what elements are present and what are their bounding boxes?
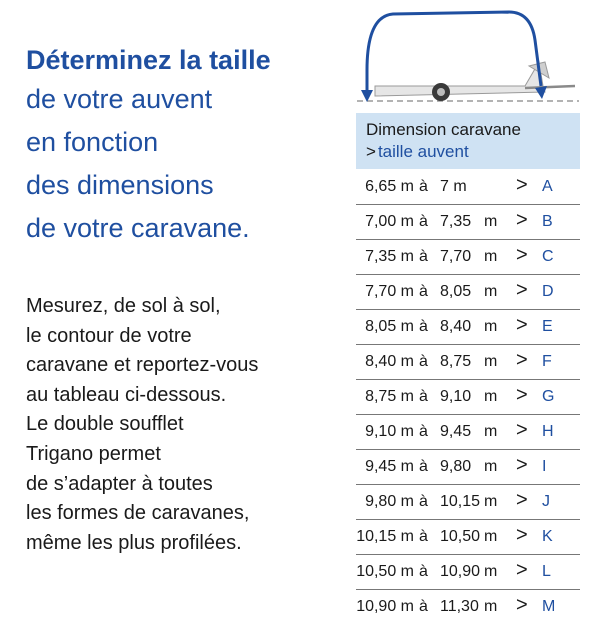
table-row <box>356 170 580 205</box>
row-size: M <box>542 598 556 615</box>
body-line-1: Mesurez, de sol à sol, <box>26 295 221 317</box>
row-to: 7,35 <box>440 213 472 230</box>
headline-line-4: de votre caravane. <box>26 213 250 243</box>
row-from: 10,15 m <box>356 528 414 545</box>
headline-title: Déterminez la taille <box>26 45 271 75</box>
row-arrow-icon: > <box>516 349 528 371</box>
table-row <box>356 240 580 275</box>
row-from: 7,00 m <box>365 213 414 230</box>
body-line-3: caravane et reportez-vous <box>26 354 259 377</box>
row-unit: m <box>484 423 498 440</box>
table-row <box>356 450 580 485</box>
body-line-6: Trigano permet <box>26 442 161 465</box>
headline-line-1: de votre auvent <box>26 84 213 114</box>
table-row <box>356 205 580 240</box>
row-size: I <box>542 458 547 475</box>
row-from: 9,45 m <box>365 458 414 475</box>
header-size-text: taille auvent <box>377 142 469 161</box>
row-size: A <box>542 178 553 195</box>
body-line-4: au tableau ci-dessous. <box>26 383 227 406</box>
row-a: à <box>419 248 428 265</box>
row-size: J <box>542 493 550 510</box>
table-row <box>356 380 580 415</box>
table-row <box>356 345 580 380</box>
row-arrow-icon: > <box>516 594 528 616</box>
row-a: à <box>419 388 428 405</box>
row-a: à <box>419 458 428 475</box>
headline-line-2: en fonction <box>26 127 159 157</box>
row-size: H <box>542 423 554 440</box>
table-row <box>356 555 580 590</box>
row-to: 11,30 <box>440 598 479 615</box>
row-a: à <box>419 213 428 230</box>
row-arrow-icon: > <box>516 209 528 231</box>
row-a: à <box>419 598 428 615</box>
row-a: à <box>419 423 428 440</box>
row-to: 9,10 <box>440 388 472 405</box>
row-from: 8,75 m <box>365 388 414 405</box>
size-table <box>356 170 580 625</box>
table-row <box>356 415 580 450</box>
table-row <box>356 590 580 625</box>
row-arrow-icon: > <box>516 524 528 546</box>
row-unit: m <box>484 458 498 475</box>
body-line-7: de s’adapter à toutes <box>26 472 213 495</box>
row-size: B <box>542 213 553 230</box>
row-to: 8,75 <box>440 353 472 370</box>
row-unit: m <box>484 563 498 580</box>
row-a: à <box>419 353 428 370</box>
row-to: 7,70 <box>440 248 472 265</box>
row-unit: m <box>484 598 498 615</box>
row-unit: m <box>484 283 498 300</box>
row-unit: m <box>484 248 498 265</box>
row-arrow-icon: > <box>516 174 528 196</box>
body-line-9: même les plus profilées. <box>26 531 242 554</box>
row-from: 7,70 m <box>365 283 414 300</box>
row-arrow-icon: > <box>516 454 528 476</box>
body-line-5: Le double soufflet <box>26 413 184 436</box>
row-size: K <box>542 528 553 545</box>
row-to: 9,45 <box>440 423 472 440</box>
row-arrow-icon: > <box>516 384 528 406</box>
row-to: 8,40 <box>440 318 472 335</box>
body-line-2: le contour de votre <box>26 324 192 347</box>
row-from: 8,40 m <box>365 353 414 370</box>
row-to: 7 m <box>440 178 467 195</box>
row-from: 9,80 m <box>365 493 414 510</box>
row-from: 7,35 m <box>365 248 414 265</box>
header-size-label <box>366 141 580 163</box>
row-from: 10,90 m <box>356 598 414 615</box>
row-size: E <box>542 318 553 335</box>
body-line-8: les formes de caravanes, <box>26 502 250 525</box>
row-unit: m <box>484 493 498 510</box>
row-arrow-icon: > <box>516 489 528 511</box>
row-unit: m <box>484 388 498 405</box>
row-size: C <box>542 248 554 265</box>
row-a: à <box>419 563 428 580</box>
row-a: à <box>419 178 428 195</box>
row-size: F <box>542 353 552 370</box>
row-size: L <box>542 563 551 580</box>
row-to: 10,15 <box>440 493 481 510</box>
row-size: G <box>542 388 555 405</box>
intro-column <box>26 42 346 558</box>
header-arrow-icon: > <box>366 142 376 161</box>
row-arrow-icon: > <box>516 279 528 301</box>
row-from: 6,65 m <box>365 178 414 195</box>
table-row <box>356 275 580 310</box>
header-dimension-label: Dimension caravane <box>366 120 521 139</box>
row-to: 10,50 <box>440 528 481 545</box>
row-to: 8,05 <box>440 283 472 300</box>
caravan-outline-icon <box>353 0 583 112</box>
row-from: 10,50 m <box>356 563 414 580</box>
instructions-text <box>26 292 346 558</box>
table-row <box>356 520 580 555</box>
row-unit: m <box>484 353 498 370</box>
row-from: 9,10 m <box>365 423 414 440</box>
row-a: à <box>419 493 428 510</box>
row-unit: m <box>484 528 498 545</box>
row-arrow-icon: > <box>516 314 528 336</box>
headline-line-3: des dimensions <box>26 170 214 200</box>
row-arrow-icon: > <box>516 419 528 441</box>
row-a: à <box>419 318 428 335</box>
row-unit: m <box>484 318 498 335</box>
row-a: à <box>419 283 428 300</box>
row-from: 8,05 m <box>365 318 414 335</box>
table-row <box>356 310 580 345</box>
row-to: 9,80 <box>440 458 472 475</box>
row-unit: m <box>484 213 498 230</box>
table-row <box>356 485 580 520</box>
row-to: 10,90 <box>440 563 481 580</box>
row-arrow-icon: > <box>516 559 528 581</box>
row-arrow-icon: > <box>516 244 528 266</box>
row-size: D <box>542 283 554 300</box>
row-a: à <box>419 528 428 545</box>
table-header <box>356 113 580 169</box>
